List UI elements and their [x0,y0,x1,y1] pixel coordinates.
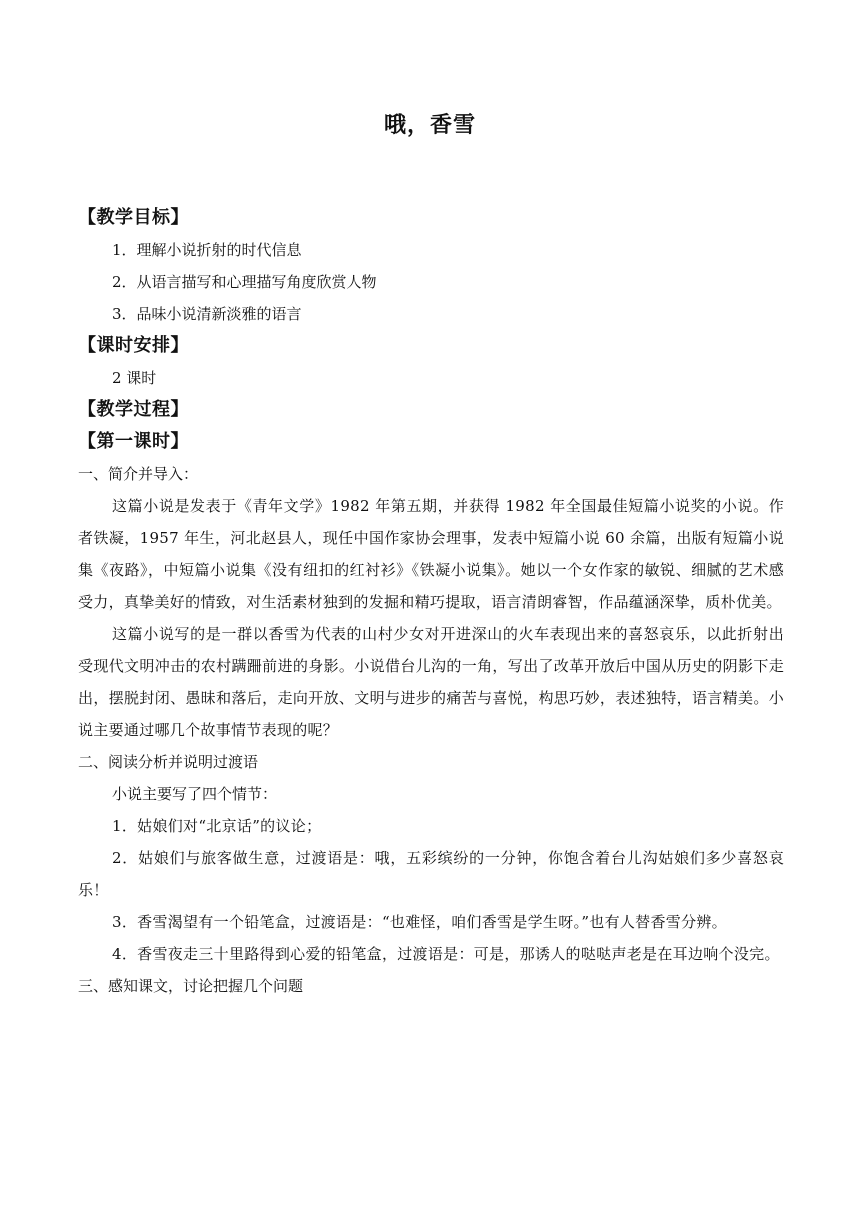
part1-heading: 一、简介并导入： [78,465,199,483]
plot-item: 2．姑娘们与旅客做生意，过渡语是：哦，五彩缤纷的一分钟，你饱含着台儿沟姑娘们多少喜怒哀乐！ [78,849,784,899]
part2-intro: 小说主要写了四个情节： [112,785,278,803]
part1-paragraph: 这篇小说写的是一群以香雪为代表的山村少女对开进深山的火车表现出来的喜怒哀乐，以此折射出受现代文明冲击的农村蹒跚前进的身影。小说借台儿沟的一角，写出了改革开放后中国从历史的阴影下走出，摆脱封闭、愚昧和落后，走向开放、文明与进步的痛苦与喜悦，构思巧妙，表述独特，语言精美。小说主要通过哪几个故事情节表现的呢？ [78,625,784,739]
part3-heading: 三、感知课文，讨论把握几个问题 [78,977,304,995]
schedule-heading: 【课时安排】 [78,335,189,356]
goal-item: 1．理解小说折射的时代信息 [112,241,302,259]
goals-heading: 【教学目标】 [78,207,189,228]
plot-item: 4．香雪夜走三十里路得到心爱的铅笔盒，过渡语是：可是，那诱人的哒哒声老是在耳边响个没完。 [112,945,780,963]
part2-heading: 二、阅读分析并说明过渡语 [78,753,259,771]
plot-item: 1．姑娘们对“北京话”的议论； [112,817,322,835]
schedule-text: 2 课时 [112,369,157,387]
first-lesson-heading: 【第一课时】 [78,431,189,452]
document-body [78,202,784,1002]
document-title: 哦，香雪 [383,113,476,138]
goal-item: 3．品味小说清新淡雅的语言 [112,305,302,323]
plot-item: 3．香雪渴望有一个铅笔盒，过渡语是：“也难怪，咱们香雪是学生呀。”也有人替香雪分辨。 [112,913,727,931]
goal-item: 2．从语言描写和心理描写角度欣赏人物 [112,273,377,291]
process-heading: 【教学过程】 [78,399,189,420]
part1-paragraph: 这篇小说是发表于《青年文学》1982 年第五期，并获得 1982 年全国最佳短篇小说奖的小说。作者铁凝，1957 年生，河北赵县人，现任中国作家协会理事，发表中短篇小说 60 余篇，出版有短篇小说集《夜路》，中短篇小说集《没有纽扣的红衬衫》《铁凝小说集》。她以一个女作家的敏锐、细腻的艺术感受力，真挚美好的情致，对生活素材独到的发掘和精巧提取，语言清朗睿智，作品蕴涵深挚，质朴优美。 [78,497,784,611]
